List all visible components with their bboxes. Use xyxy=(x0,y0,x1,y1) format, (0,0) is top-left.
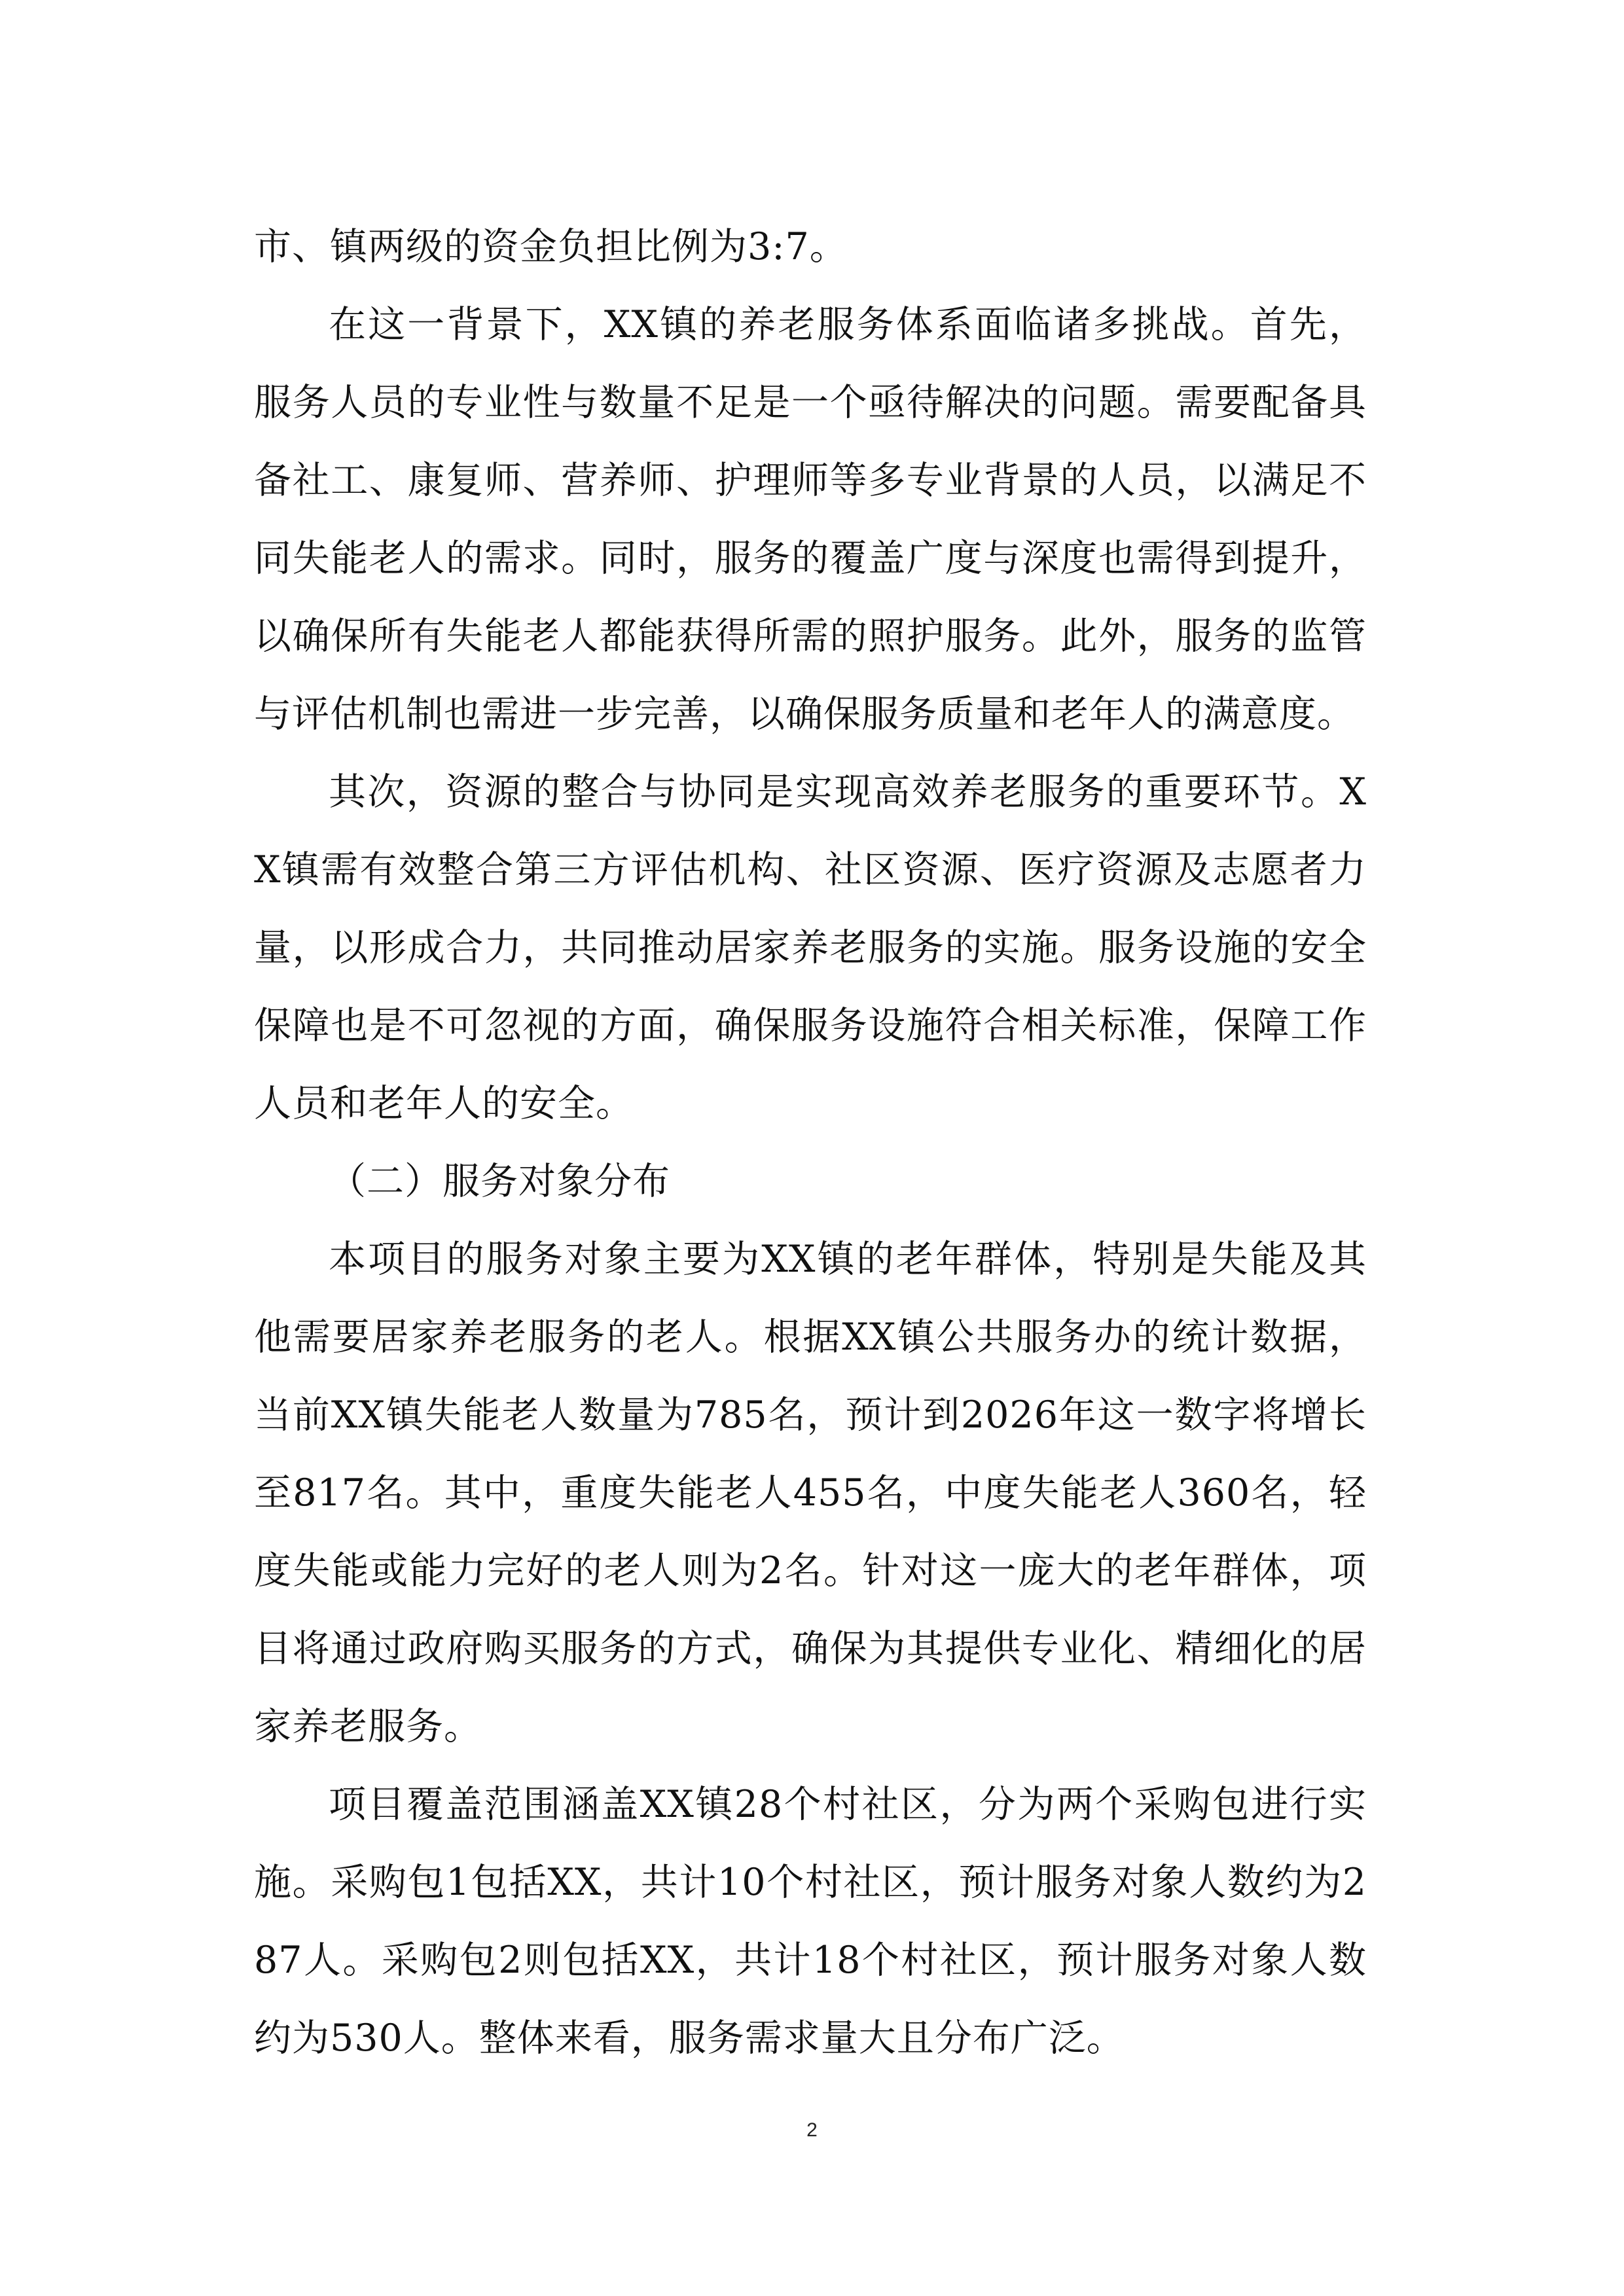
section-heading: （二）服务对象分布 xyxy=(329,1160,670,1203)
paragraph-coverage: 项目覆盖范围涵盖XX镇28个村社区，分为两个采购包进行实施。采购包1包括XX，共计10个村社区，预计服务对象人数约为287人。采购包2则包括XX，共计18个村社区，预计服务对象人数约为530人。整体来看，服务需求量大且分布广泛。 xyxy=(254,1783,1367,2060)
document-body xyxy=(254,208,1367,2077)
paragraph-resource-integration: 其次，资源的整合与协同是实现高效养老服务的重要环节。XX镇需有效整合第三方评估机构、社区资源、医疗资源及志愿者力量，以形成合力，共同推动居家养老服务的实施。服务设施的安全保障也是不可忽视的方面，确保服务设施符合相关标准，保障工作人员和老年人的安全。 xyxy=(254,770,1367,1125)
paragraph-challenges: 在这一背景下，XX镇的养老服务体系面临诸多挑战。首先，服务人员的专业性与数量不足是一个亟待解决的问题。需要配备具备社工、康复师、营养师、护理师等多专业背景的人员，以满足不同失能老人的需求。同时，服务的覆盖广度与深度也需得到提升，以确保所有失能老人都能获得所需的照护服务。此外，服务的监管与评估机制也需进一步完善，以确保服务质量和老年人的满意度。 xyxy=(254,303,1367,736)
paragraph-service-targets: 本项目的服务对象主要为XX镇的老年群体，特别是失能及其他需要居家养老服务的老人。根据XX镇公共服务办的统计数据，当前XX镇失能老人数量为785名，预计到2026年这一数字将增长至817名。其中，重度失能老人455名，中度失能老人360名，轻度失能或能力完好的老人则为2名。针对这一庞大的老年群体，项目将通过政府购买服务的方式，确保为其提供专业化、精细化的居家养老服务。 xyxy=(254,1238,1367,1748)
page-number: 2 xyxy=(806,2119,818,2141)
paragraph-continuation: 市、镇两级的资金负担比例为3:7。 xyxy=(254,225,848,268)
